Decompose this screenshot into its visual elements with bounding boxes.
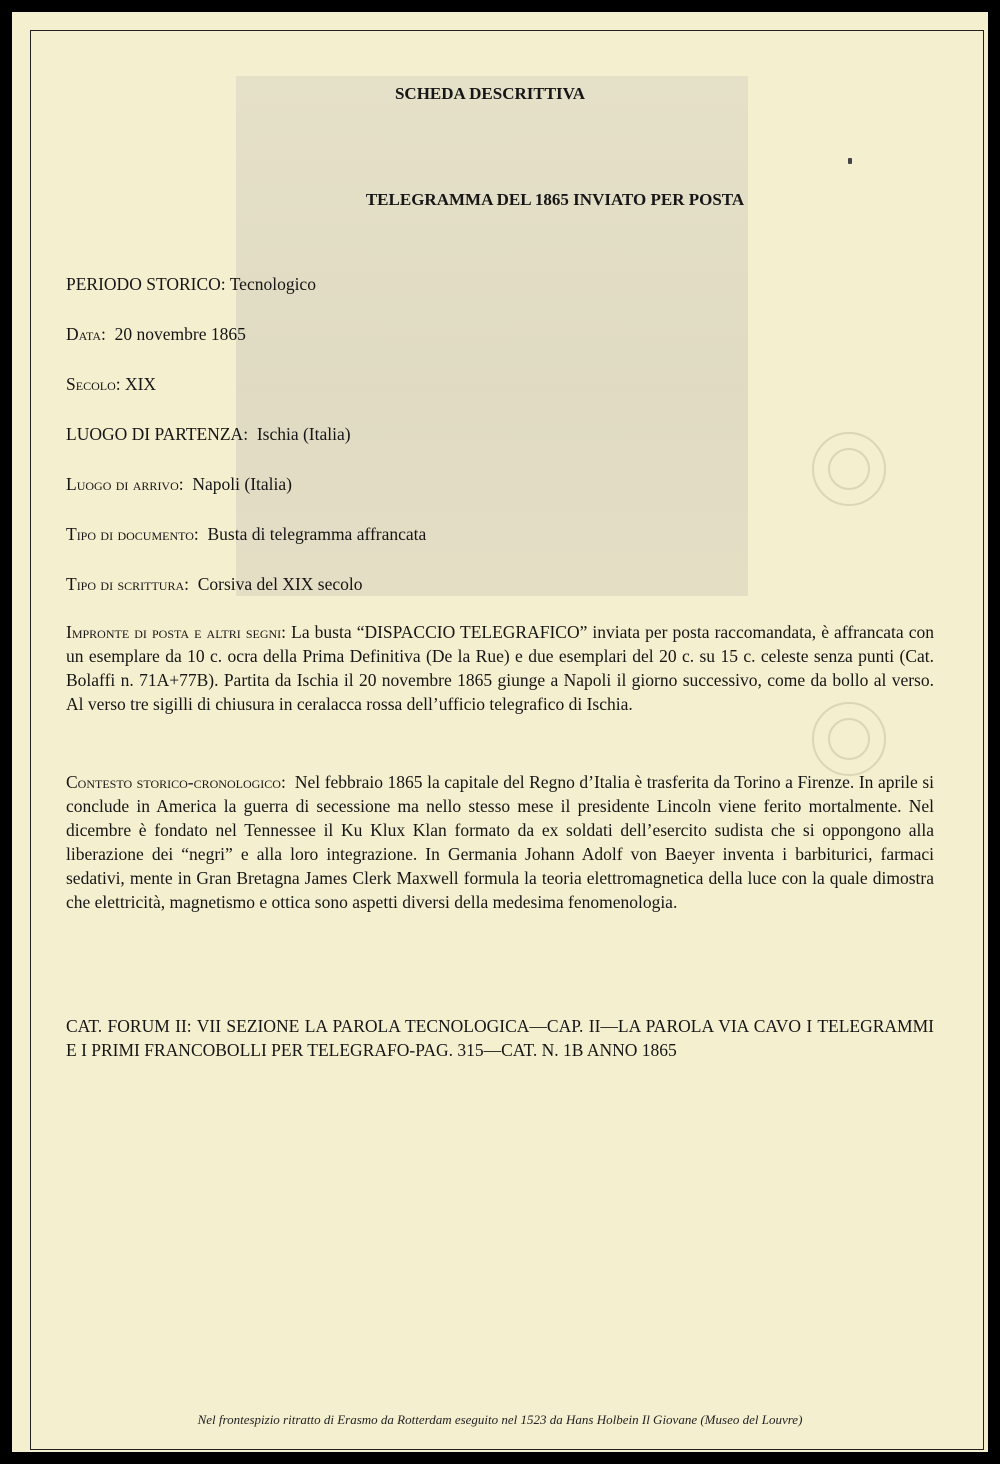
contesto-paragraph (66, 770, 934, 914)
field-label: LUOGO DI PARTENZA: (66, 424, 249, 444)
field-tipo-documento (66, 522, 426, 546)
field-periodo (66, 272, 316, 296)
field-tipo-scrittura (66, 572, 363, 596)
document-sheet (12, 12, 988, 1452)
field-label: Tipo di documento: (66, 524, 199, 544)
field-secolo (66, 372, 156, 396)
field-value: Tecnologico (229, 274, 316, 294)
contesto-label: Contesto storico-cronologico: (66, 772, 286, 792)
field-label: PERIODO STORICO: (66, 274, 226, 294)
inner-border (30, 30, 984, 1450)
document-body (66, 82, 935, 1060)
footer-caption: Nel frontespizio ritratto di Erasmo da Rotterdam eseguito nel 1523 da Hans Holbein Il Giovane (Museo del Louvre) (197, 1412, 803, 1427)
impronte-text: La busta “DISPACCIO TELEGRAFICO” inviata per posta raccomandata, è affrancata con un esemplare da 10 c. ocra della Prima Definitiva (De la Rue) e due esemplari del 20 c. su 15 c. celeste senza punti (Cat. Bolaffi n. 71A+77B). Partita da Ischia il 20 novembre 1865 giunge a Napoli il giorno successivo, come da bollo al verso. Al verso tre sigilli di chiusura in ceralacca rossa dell’ufficio telegrafico di Ischia. (66, 622, 935, 714)
impronte-paragraph (66, 620, 934, 716)
contesto-text: Nel febbraio 1865 la capitale del Regno d’Italia è trasferita da Torino a Firenze. In aprile si conclude in America la guerra di secessione ma nello stesso mese il presidente Lincoln viene ferito mortalmente. Nel dicembre è fondato nel Tennessee il Ku Klux Klan formato da ex soldati dell’esercito sudista che si oppongono alla liberazione dei “negri” e alla loro integrazione. In Germania Johann Adolf von Baeyer inventa i barbiturici, farmaci sedativi, mente in Gran Bretagna James Clerk Maxwell formula la teoria elettromagnetica della luce con la quale dimostra che elettricità, magnetismo e ottica sono aspetti diversi della medesima fenomenologia. (66, 772, 935, 912)
field-value: Napoli (Italia) (192, 474, 292, 494)
page-frame (6, 6, 994, 1458)
impronte-label: Impronte di posta e altri segni: (66, 622, 287, 642)
field-label: Data: (66, 324, 106, 344)
document-subtitle: TELEGRAMMA DEL 1865 INVIATO PER POSTA (365, 190, 745, 209)
field-label: Tipo di scrittura: (66, 574, 189, 594)
field-value: Corsiva del XIX secolo (197, 574, 363, 594)
catalog-reference: CAT. FORUM II: VII SEZIONE LA PAROLA TECNOLOGICA—CAP. II—LA PAROLA VIA CAVO I TELEGRAMMI E I PRIMI FRANCOBOLLI PER TELEGRAFO-PAG. 315—CAT. N. 1B ANNO 1865 (66, 1016, 934, 1060)
field-luogo-partenza (66, 422, 351, 446)
document-title: SCHEDA DESCRITTIVA (394, 84, 586, 103)
field-label: Luogo di arrivo: (66, 474, 184, 494)
field-data (66, 322, 246, 346)
field-value: Ischia (Italia) (256, 424, 351, 444)
field-value: Busta di telegramma affrancata (207, 524, 427, 544)
field-luogo-arrivo (66, 472, 292, 496)
field-value: 20 novembre 1865 (114, 324, 246, 344)
field-label: Secolo: (66, 374, 121, 394)
field-value: XIX (124, 374, 157, 394)
